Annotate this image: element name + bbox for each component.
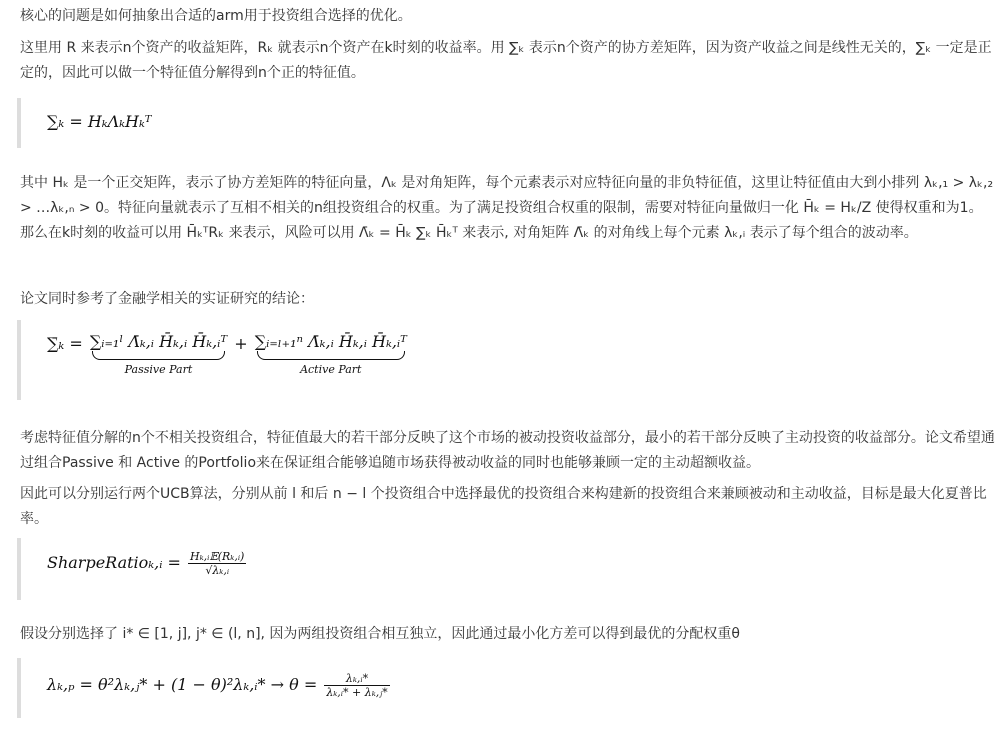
paragraph-definitions: 这里用 R 来表示n个资产的收益矩阵，Rₖ 就表示n个资产在k时刻的收益率。用 ∑ₖ 表示n个资产的协方差矩阵，因为资产收益之间是线性无关的，∑ₖ 一定是正定的，因此可以做一个特征值分解得到n个正的特征值。 (20, 40, 992, 81)
paragraph-intro: 核心的问题是如何抽象出合适的arm用于投资组合选择的优化。 (20, 8, 412, 24)
passive-active-decomposition-equation (47, 332, 409, 376)
eq4-lhs: λₖ,ₚ = θ²λₖ,ⱼ* + (1 − θ)²λₖ,ᵢ* → θ = (47, 675, 318, 694)
paragraph-allocation: 假设分别选择了 i* ∈ [1, j], j* ∈ (l, n], 因为两组投资组合相互独立，因此通过最小化方差可以得到最优的分配权重θ (20, 626, 740, 642)
active-part-label: Active Part (300, 363, 362, 376)
sharpe-fraction (188, 550, 246, 577)
sharpe-numerator: Hₖ,ᵢ𝔼(Rₖ,ᵢ) (190, 550, 245, 563)
passive-part-expression: ∑ᵢ₌₁ˡ Λ̄ₖ,ᵢ H̄ₖ,ᵢ H̄ₖ,ᵢᵀ (89, 332, 228, 351)
theta-fraction (324, 672, 389, 699)
eq2-lhs: ∑̄ₖ = (47, 334, 83, 353)
eq3-lhs: SharpeRatioₖ,ᵢ = (47, 553, 181, 572)
paragraph-eigen-explanation: 其中 Hₖ 是一个正交矩阵，表示了协方差矩阵的特征向量，Λₖ 是对角矩阵，每个元素表示对应特征向量的非负特征值，这里让特征值由大到小排列 λₖ,₁ > λₖ,₂ > …λₖ,ₙ > 0。特征向量就表示了互相不相关的n组投资组合的权重。为了满足投资组合权重的限制，需要对特征向量做归一化 H̄ₖ = Hₖ/Z 使得权重和为1。那么在k时刻的收益可以用 H̄ₖᵀRₖ 来表示，风险可以用 Λ̄ₖ = H̄ₖ ∑ₖ H̄ₖᵀ 来表示, 对角矩阵 Λ̄ₖ 的对角线上每个元素 λₖ,ᵢ 表示了每个组合的波动率。 (20, 175, 994, 241)
theta-numerator: λₖ,ᵢ* (324, 672, 389, 686)
passive-underbrace (92, 351, 225, 360)
paragraph-reference: 论文同时参考了金融学相关的实证研究的结论： (20, 291, 314, 307)
sharpe-ratio-equation (47, 550, 248, 577)
paragraph-passive-active: 考虑特征值分解的n个不相关投资组合，特征值最大的若干部分反映了这个市场的被动投资收益部分，最小的若干部分反映了主动投资的收益部分。论文希望通过组合Passive 和 Active 的Portfolio来在保证组合能够追随市场获得被动收益的同时也能够兼顾一定的主动超额收益。 (20, 430, 995, 471)
sharpe-denominator: √λₖ,ᵢ (205, 564, 230, 577)
paragraph-ucb: 因此可以分别运行两个UCB算法，分别从前 l 和后 n − l 个投资组合中选择最优的投资组合来构建新的投资组合来兼顾被动和主动收益，目标是最大化夏普比率。 (20, 486, 987, 527)
active-part-expression: ∑ᵢ₌ₗ₊₁ⁿ Λ̄ₖ,ᵢ H̄ₖ,ᵢ H̄ₖ,ᵢᵀ (254, 332, 407, 351)
passive-part-group (90, 332, 227, 376)
covariance-decomposition-equation: ∑ₖ = HₖΛₖHₖᵀ (47, 112, 152, 131)
equation-block-1 (17, 98, 1001, 148)
optimal-weight-equation (47, 672, 392, 699)
eq2-plus: + (234, 334, 248, 353)
active-part-group (255, 332, 407, 376)
passive-part-label: Passive Part (124, 363, 193, 376)
theta-denominator: λₖ,ᵢ* + λₖ,ⱼ* (326, 686, 388, 699)
active-underbrace (257, 351, 405, 360)
